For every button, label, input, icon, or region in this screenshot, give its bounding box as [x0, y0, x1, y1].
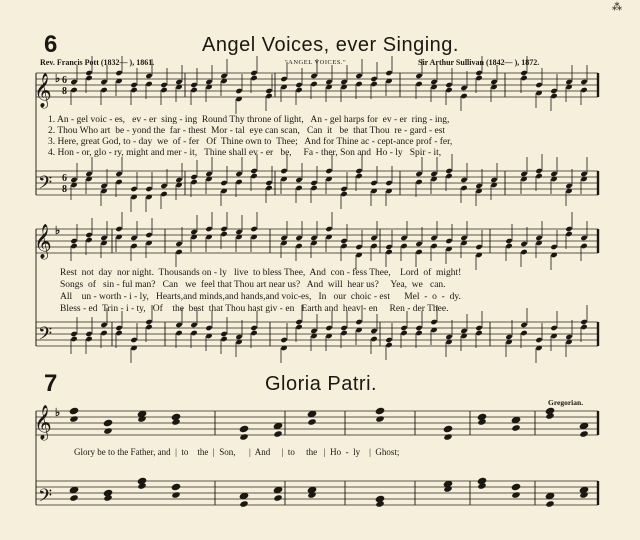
notehead [340, 238, 347, 244]
notehead [280, 337, 287, 343]
notehead [265, 88, 272, 94]
notehead [400, 243, 407, 249]
notehead [520, 171, 527, 177]
notehead [220, 180, 227, 186]
notehead [415, 241, 422, 247]
notehead [400, 330, 407, 336]
hymn-7-number: 7 [44, 370, 58, 397]
notehead [520, 330, 527, 336]
notehead [475, 330, 482, 336]
key-flat: ♭ [55, 225, 61, 237]
notehead [190, 322, 197, 328]
notehead [310, 81, 317, 87]
notehead [460, 85, 467, 91]
notehead [130, 82, 137, 88]
verse-2-line-1: 2. Thou Who art be - yond the far - thest Mor - tal eye can scan, Can it be that Thou re - gard - est [48, 126, 446, 136]
notehead [445, 238, 452, 244]
notehead [220, 226, 227, 232]
notehead [355, 319, 362, 325]
notehead [535, 235, 542, 241]
notehead [370, 328, 377, 334]
notehead [175, 79, 182, 85]
treble-clef-2: 𝄞 [34, 224, 52, 259]
corner-mark: ⁂ [612, 2, 622, 13]
notehead [475, 183, 482, 189]
music-credit: Sir Arthur Sullivan (1842— ), 1872. [418, 58, 540, 67]
notehead [103, 427, 112, 435]
notehead [100, 322, 107, 328]
notehead [190, 87, 197, 93]
notehead [295, 243, 302, 249]
notehead [430, 243, 437, 249]
notehead [430, 319, 437, 325]
notehead [273, 430, 282, 438]
notehead [250, 70, 257, 76]
notehead [171, 491, 180, 499]
notehead [70, 177, 77, 183]
notehead [69, 494, 78, 502]
notehead [460, 235, 467, 241]
notehead [580, 87, 587, 93]
notehead [340, 191, 347, 197]
notehead [535, 168, 542, 174]
notehead [85, 336, 92, 342]
notehead [235, 334, 242, 340]
notehead [385, 70, 392, 76]
notehead [520, 241, 527, 247]
notehead [280, 168, 287, 174]
bass-clef-2: 𝄢 [38, 324, 53, 349]
notehead [220, 336, 227, 342]
bass-clef-1: 𝄢 [38, 173, 53, 198]
notehead [239, 425, 248, 433]
notehead [550, 325, 557, 331]
notehead [235, 179, 242, 185]
notehead [220, 73, 227, 79]
notehead [160, 191, 167, 197]
notehead [250, 226, 257, 232]
notehead [385, 249, 392, 255]
treble-clef-3: 𝄞 [34, 405, 52, 440]
notehead [130, 235, 137, 241]
notehead [580, 171, 587, 177]
notehead [250, 168, 257, 174]
notehead [145, 319, 152, 325]
notehead [69, 407, 78, 415]
notehead [273, 494, 282, 502]
notehead [250, 325, 257, 331]
notehead [103, 419, 112, 427]
notehead [580, 319, 587, 325]
notehead [505, 238, 512, 244]
time-sig-top-2: 6 [62, 173, 67, 184]
notehead [550, 88, 557, 94]
notehead [130, 337, 137, 343]
notehead [415, 179, 422, 185]
treble-staff-1 [36, 73, 598, 97]
notehead [535, 82, 542, 88]
notehead [115, 70, 122, 76]
notehead [490, 79, 497, 85]
notehead [325, 79, 332, 85]
notehead [70, 79, 77, 85]
gregorian-credit: Gregorian. [548, 398, 584, 407]
notehead [160, 183, 167, 189]
notehead [475, 75, 482, 81]
notehead [70, 331, 77, 337]
notehead [115, 325, 122, 331]
notehead [145, 81, 152, 87]
notehead [145, 232, 152, 238]
notehead [445, 334, 452, 340]
verse-4-line-1: 4. Hon - or, glo - ry, might and mer - it, Thine shall ev - er be, Fa - ther, Son and Ho - ly Spir - it, [48, 148, 442, 158]
notehead [460, 177, 467, 183]
notehead [130, 87, 137, 93]
time-sig-top-1: 6 [62, 75, 67, 86]
notehead [520, 75, 527, 81]
verse-1-line-2: Rest not day nor night. Thousands on - ly live to bless Thee, And con - fess Thee, Lord of might! [60, 268, 462, 278]
notehead [85, 331, 92, 337]
notehead [310, 235, 317, 241]
notehead [415, 330, 422, 336]
notehead [239, 500, 248, 508]
notehead [175, 330, 182, 336]
notehead [445, 87, 452, 93]
notehead [100, 79, 107, 85]
notehead [565, 226, 572, 232]
notehead [70, 336, 77, 342]
notehead [580, 324, 587, 330]
notehead [340, 330, 347, 336]
notehead [100, 183, 107, 189]
notehead [235, 171, 242, 177]
notehead [445, 168, 452, 174]
notehead [325, 325, 332, 331]
notehead [295, 185, 302, 191]
notehead [535, 337, 542, 343]
notehead [190, 82, 197, 88]
notehead [175, 241, 182, 247]
notehead [475, 70, 482, 76]
notehead [295, 82, 302, 88]
notehead [370, 180, 377, 186]
notehead [190, 179, 197, 185]
notehead [175, 322, 182, 328]
notehead [460, 185, 467, 191]
notehead [295, 235, 302, 241]
notehead [340, 186, 347, 192]
notehead [205, 325, 212, 331]
notehead [355, 81, 362, 87]
notehead [171, 483, 180, 491]
notehead [355, 173, 362, 179]
notehead [475, 244, 482, 250]
notehead [545, 500, 554, 508]
notehead [415, 325, 422, 331]
hymn-6-title: Angel Voices, ever Singing. [202, 34, 459, 56]
notehead [580, 79, 587, 85]
notehead [443, 425, 452, 433]
notehead [220, 331, 227, 337]
notehead [579, 430, 588, 438]
notehead [385, 180, 392, 186]
notehead [550, 171, 557, 177]
gloria-lyrics: Glory be to the Father, and | to the | Son, | And | to the | Ho - ly | Ghost; [74, 447, 400, 457]
notehead [550, 93, 557, 99]
notehead [475, 325, 482, 331]
notehead [511, 424, 520, 432]
notehead [370, 235, 377, 241]
notehead [205, 226, 212, 232]
notehead [490, 177, 497, 183]
notehead [250, 173, 257, 179]
notehead [205, 79, 212, 85]
notehead [355, 73, 362, 79]
notehead [115, 226, 122, 232]
bass-clef-3: 𝄢 [38, 486, 53, 511]
notehead [340, 243, 347, 249]
notehead [175, 249, 182, 255]
notehead [295, 87, 302, 93]
notehead [145, 186, 152, 192]
notehead [205, 171, 212, 177]
notehead [325, 226, 332, 232]
notehead [565, 79, 572, 85]
notehead [400, 235, 407, 241]
notehead [550, 244, 557, 250]
notehead [307, 418, 316, 426]
notehead [145, 324, 152, 330]
notehead [85, 70, 92, 76]
notehead [460, 93, 467, 99]
verse-3-line-1: 3. Here, great God, to - day we of - fer Of Thine own to Thee; And for Thine ac - cept-ance prof - fer, [48, 137, 453, 147]
notehead [370, 81, 377, 87]
notehead [70, 87, 77, 93]
notehead [443, 433, 452, 441]
notehead [385, 337, 392, 343]
notehead [535, 173, 542, 179]
notehead [235, 229, 242, 235]
notehead [355, 168, 362, 174]
notehead [100, 235, 107, 241]
notehead [340, 79, 347, 85]
key-flat: ♭ [55, 73, 61, 85]
verse-1-line-1: 1. An - gel voic - es, ev - er sing - ing Round Thy throne of light, An - gel harps for ev - er ring - ing, [48, 115, 450, 125]
notehead [160, 82, 167, 88]
notehead [430, 79, 437, 85]
notehead [265, 93, 272, 99]
notehead [190, 330, 197, 336]
notehead [370, 243, 377, 249]
notehead [265, 185, 272, 191]
key-flat: ♭ [55, 407, 61, 419]
notehead [310, 180, 317, 186]
notehead [295, 319, 302, 325]
verse-3-line-2: All un - worth - i - ly, Hearts,and minds,and hands,and voic-es, In our choic - est Mel - o - dy. [60, 292, 461, 302]
notehead [295, 177, 302, 183]
notehead [375, 407, 384, 415]
hymn-7-title: Gloria Patri. [265, 373, 378, 395]
notehead [520, 70, 527, 76]
notehead [190, 229, 197, 235]
time-sig-bottom-1: 8 [62, 86, 67, 97]
notehead [69, 415, 78, 423]
words-credit: Rev. Francis Pott (1832— ), 1861. [40, 58, 155, 67]
notehead [70, 243, 77, 249]
notehead [310, 328, 317, 334]
notehead [370, 76, 377, 82]
treble-clef-1: 𝄞 [34, 73, 52, 108]
bass-staff-3 [36, 481, 598, 505]
notehead [400, 325, 407, 331]
notehead [160, 87, 167, 93]
notehead [130, 186, 137, 192]
notehead [310, 73, 317, 79]
notehead [70, 238, 77, 244]
notehead [100, 330, 107, 336]
verse-2-line-2: Songs of sin - ful man? Can we feel that Thou art near us? And will hear us? Yea, we can. [60, 280, 446, 290]
notehead [565, 231, 572, 237]
notehead [445, 82, 452, 88]
notehead [220, 231, 227, 237]
notehead [415, 81, 422, 87]
notehead [505, 243, 512, 249]
notehead [130, 243, 137, 249]
notehead [370, 336, 377, 342]
notehead [280, 235, 287, 241]
verse-4-line-2: Bless - ed Trin - i - ty, Of the best that Thou hast giv - en Earth and heav - en Ren - der Thee. [60, 304, 449, 314]
notehead [85, 75, 92, 81]
notehead [430, 235, 437, 241]
notehead [190, 174, 197, 180]
notehead [511, 483, 520, 491]
notehead [415, 249, 422, 255]
notehead [511, 491, 520, 499]
notehead [505, 334, 512, 340]
notehead [520, 322, 527, 328]
notehead [520, 249, 527, 255]
notehead [385, 244, 392, 250]
notehead [100, 87, 107, 93]
notehead [85, 237, 92, 243]
notehead [325, 168, 332, 174]
notehead [115, 179, 122, 185]
notehead [580, 243, 587, 249]
notehead [85, 232, 92, 238]
notehead [250, 330, 257, 336]
notehead [145, 73, 152, 79]
tune-name: "ANGEL VOICES." [285, 59, 347, 66]
notehead [355, 244, 362, 250]
hymn-6-number: 6 [44, 31, 58, 58]
notehead [310, 185, 317, 191]
notehead [565, 183, 572, 189]
notehead [295, 324, 302, 330]
notehead [445, 173, 452, 179]
notehead [85, 171, 92, 177]
notehead [280, 76, 287, 82]
notehead [565, 334, 572, 340]
notehead [175, 177, 182, 183]
notehead [235, 88, 242, 94]
notehead [385, 342, 392, 348]
notehead [115, 171, 122, 177]
notehead [415, 73, 422, 79]
time-sig-bottom-2: 8 [62, 184, 67, 195]
notehead [250, 75, 257, 81]
notehead [340, 325, 347, 331]
notehead [239, 433, 248, 441]
notehead [115, 330, 122, 336]
notehead [375, 415, 384, 423]
notehead [580, 235, 587, 241]
notehead [460, 328, 467, 334]
notehead [415, 171, 422, 177]
notehead [430, 171, 437, 177]
notehead [265, 180, 272, 186]
